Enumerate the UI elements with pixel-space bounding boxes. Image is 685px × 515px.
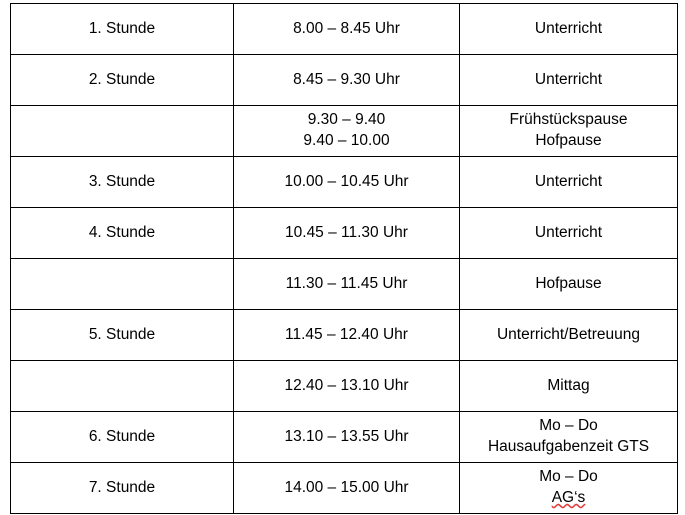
activity-cell <box>460 106 678 157</box>
lesson-cell <box>11 361 234 412</box>
time-line-2: 9.40 – 10.00 <box>303 132 390 149</box>
activity-line-1: Mo – Do <box>539 468 598 486</box>
activity-cell <box>460 463 678 514</box>
activity-cell: Hofpause <box>460 259 678 310</box>
table-row <box>11 361 678 412</box>
time-cell: 12.40 – 13.10 Uhr <box>234 361 460 412</box>
activity-line-2: Hausaufgabenzeit GTS <box>487 438 650 455</box>
table-row <box>11 208 678 259</box>
time-line-1: 9.30 – 9.40 <box>307 111 386 129</box>
lesson-cell: 3. Stunde <box>11 157 234 208</box>
activity-cell: Mittag <box>460 361 678 412</box>
table-row <box>11 412 678 463</box>
schedule-table <box>10 3 678 514</box>
lesson-cell <box>11 259 234 310</box>
activity-cell: Unterricht <box>460 208 678 259</box>
time-cell: 11.30 – 11.45 Uhr <box>234 259 460 310</box>
lesson-cell: 1. Stunde <box>11 4 234 55</box>
table-row <box>11 157 678 208</box>
table-row <box>11 259 678 310</box>
lesson-cell: 6. Stunde <box>11 412 234 463</box>
lesson-cell: 4. Stunde <box>11 208 234 259</box>
table-row <box>11 106 678 157</box>
activity-cell-lines <box>460 416 677 458</box>
time-cell: 10.45 – 11.30 Uhr <box>234 208 460 259</box>
time-cell: 8.45 – 9.30 Uhr <box>234 55 460 106</box>
activity-cell: Unterricht/Betreuung <box>460 310 678 361</box>
time-cell: 10.00 – 10.45 Uhr <box>234 157 460 208</box>
lesson-cell: 5. Stunde <box>11 310 234 361</box>
activity-cell: Unterricht <box>460 157 678 208</box>
lesson-cell: 7. Stunde <box>11 463 234 514</box>
time-cell: 13.10 – 13.55 Uhr <box>234 412 460 463</box>
activity-cell <box>460 412 678 463</box>
time-cell-lines <box>234 110 459 152</box>
time-cell <box>234 106 460 157</box>
activity-line-1: Frühstückspause <box>509 111 628 129</box>
activity-line-2: Hofpause <box>535 132 602 149</box>
activity-line-1: Mo – Do <box>539 417 598 435</box>
table-row <box>11 463 678 514</box>
time-cell: 11.45 – 12.40 Uhr <box>234 310 460 361</box>
activity-cell-lines <box>460 110 677 152</box>
time-cell: 8.00 – 8.45 Uhr <box>234 4 460 55</box>
table-row <box>11 55 678 106</box>
lesson-cell <box>11 106 234 157</box>
time-cell: 14.00 – 15.00 Uhr <box>234 463 460 514</box>
activity-cell: Unterricht <box>460 55 678 106</box>
activity-cell-lines <box>460 467 677 509</box>
activity-cell: Unterricht <box>460 4 678 55</box>
lesson-cell: 2. Stunde <box>11 55 234 106</box>
table-row <box>11 4 678 55</box>
activity-line-2: AG‘s <box>551 489 586 506</box>
schedule-table-body <box>11 4 678 514</box>
table-row <box>11 310 678 361</box>
